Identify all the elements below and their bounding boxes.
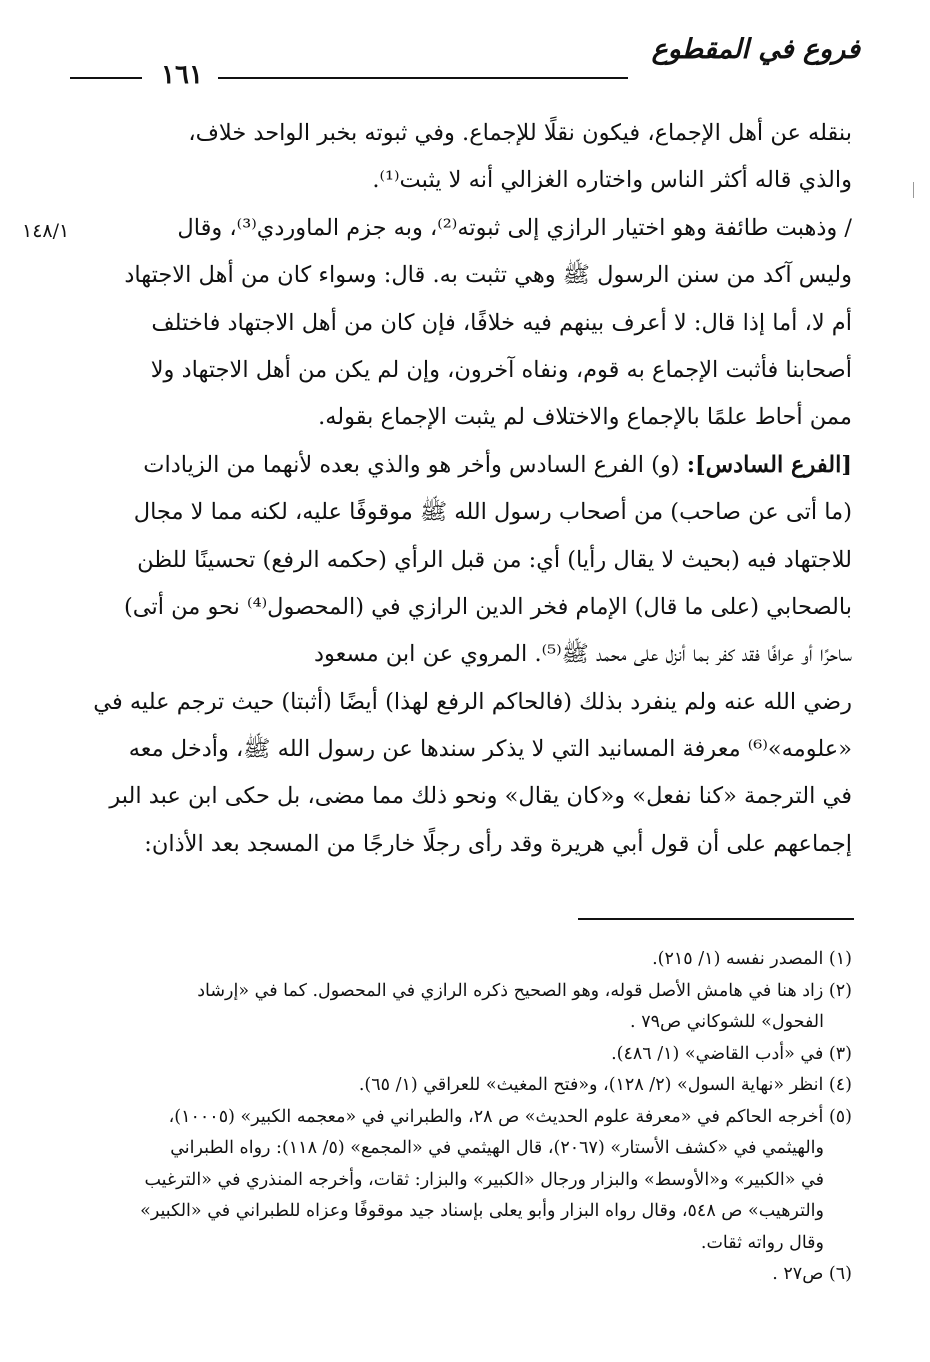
- text-line: أم لا، أما إذا قال: لا أعرف بينهم فيه خلافًا، فإن كان من أهل الاجتهاد فاختلف: [151, 309, 852, 336]
- text-line: ساحرًا أو عرافًا فقد كفر بما أنزل على محمد ﷺ⁽⁵⁾. المروي عن ابن مسعود: [314, 641, 852, 668]
- margin-tick-mark: [913, 182, 914, 198]
- header-rule-short: [70, 77, 142, 79]
- footnote-separator: [578, 918, 854, 920]
- text-line-with-heading: [82, 442, 852, 489]
- page-number: ١٦١: [161, 60, 203, 90]
- text-line: (ما أتى عن صاحب) من أصحاب رسول الله ﷺ موقوفًا عليه، لكنه مما لا مجال: [133, 499, 852, 526]
- footnote-continuation: والهيثمي في «كشف الأستار» (٢٠٦٧)، قال الهيثمي في «المجمع» (٥/ ١١٨): رواه الطبراني: [170, 1138, 824, 1158]
- text-line: «علومه»⁽⁶⁾ معرفة المسانيد التي لا يذكر سندها عن رسول الله ﷺ، وأدخل معه: [128, 736, 852, 763]
- footnote-continuation: والترهيب» ص ٥٤٨، وقال رواه البزار وأبو يعلى بإسناد جيد موقوفًا وعزاه للطبراني في «الكبير»: [140, 1201, 824, 1221]
- text-line: أصحابنا فأثبت الإجماع به قوم، ونفاه آخرون، وإن لم يكن من أهل الاجتهاد ولا: [150, 356, 852, 383]
- text-line: في الترجمة «كنا نفعل» و«كان يقال» ونحو ذلك مما مضى، بل حكى ابن عبد البر: [109, 783, 852, 810]
- footnote-continuation: في «الكبير» و«الأوسط» والبزار ورجال «الكبير» والبزار: ثقات، وأخرجه المنذري في «الترغيب: [144, 1169, 824, 1190]
- footnote: (٢) زاد هنا في هامش الأصل قوله، وهو الصحيح ذكره الرازي في المحصول. كما في «إرشاد: [197, 980, 852, 1001]
- footnote: (٣) في «أدب القاضي» (١/ ٤٨٦).: [611, 1043, 852, 1064]
- footnote-continuation: الفحول» للشوكاني ص٧٩ .: [630, 1012, 824, 1032]
- footnote: (١) المصدر نفسه (١/ ٢١٥).: [652, 949, 852, 969]
- text-line: والذي قاله أكثر الناس واختاره الغزالي أنه لا يثبت⁽¹⁾.: [372, 167, 852, 194]
- footnote: (٦) ص٢٧ .: [772, 1264, 852, 1284]
- footnote: (٥) أخرجه الحاكم في «معرفة علوم الحديث» ص ٢٨، والطبراني في «معجمه الكبير» (١٠٠٠٥)،: [168, 1106, 852, 1127]
- text-line: ممن أحاط علمًا بالإجماع والاختلاف لم يثبت الإجماع بقوله.: [318, 404, 852, 431]
- margin-reference: ١٤٨/١: [22, 220, 70, 242]
- text-line: بنقله عن أهل الإجماع، فيكون نقلًا للإجماع. وفي ثبوته بخبر الواحد خلاف،: [188, 120, 852, 146]
- text-line: / وذهبت طائفة وهو اختيار الرازي إلى ثبوته⁽²⁾، وبه جزم الماوردي⁽³⁾، وقال: [177, 214, 852, 241]
- section-heading: [الفرع السادس]:: [686, 451, 852, 478]
- text-line: بالصحابي (على ما قال) الإمام فخر الدين الرازي في (المحصول⁽⁴⁾ نحو من أتى): [123, 593, 852, 620]
- footnotes: [77, 944, 852, 1291]
- footnote-continuation: وقال رواته ثقات.: [700, 1232, 824, 1253]
- text-line: (و) الفرع السادس وأخر هو والذي بعده لأنهما من الزيادات: [143, 451, 680, 478]
- footnote: (٤) انظر «نهاية السول» (٢/ ١٢٨)، و«فتح المغيث» للعراقي (١/ ٦٥).: [358, 1075, 852, 1095]
- text-line: إجماعهم على أن قول أبي هريرة وقد رأى رجلًا خارجًا من المسجد بعد الأذان:: [144, 830, 852, 857]
- text-line: رضي الله عنه ولم ينفرد بذلك (فالحاكم الرفع لهذا) أيضًا (أثبتا) حيث ترجم عليه في: [93, 688, 852, 715]
- main-text: [82, 110, 852, 868]
- header-rule: [218, 77, 628, 79]
- running-title: فروع في المقطوع: [651, 34, 860, 65]
- text-line: وليس آكد من سنن الرسول ﷺ وهي تثبت به. قال: وسواء كان من أهل الاجتهاد: [124, 262, 852, 289]
- page-header: [70, 30, 860, 90]
- text-line: للاجتهاد فيه (بحيث لا يقال رأيا) أي: من قبل الرأي (حكمه الرفع) تحسينًا للظن: [137, 546, 852, 573]
